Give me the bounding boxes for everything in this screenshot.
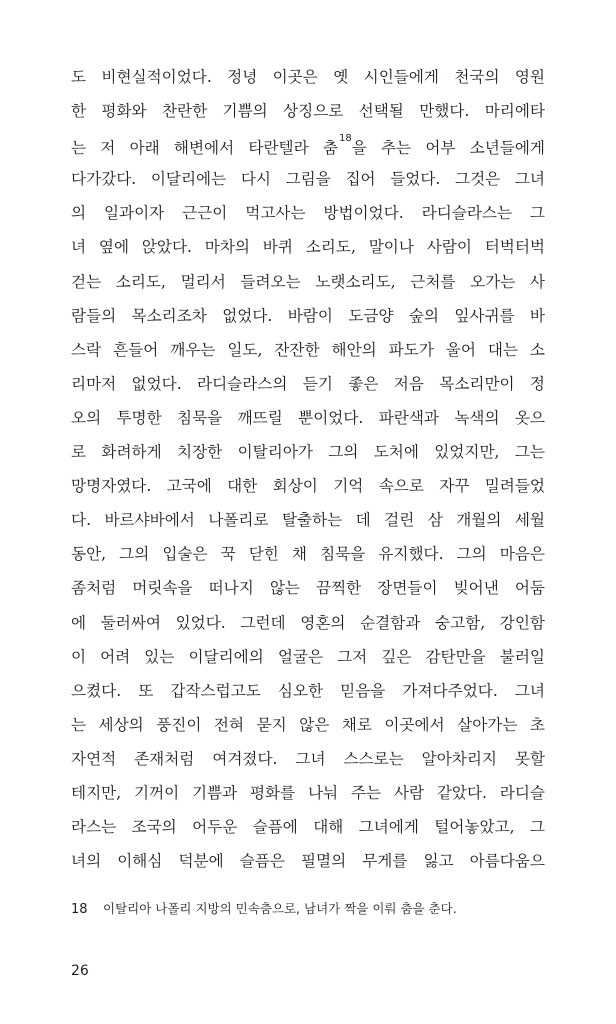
text-line: 리마저 없었다. 라디슬라스의 듣기 좋은 저음 목소리만이 정	[71, 374, 545, 393]
text-line: 오의 투명한 침묵을 깨뜨릴 뿐이었다. 파란색과 녹색의 옷으	[71, 408, 545, 427]
text-line: 람들의 목소리조차 없었다. 바람이 도금양 숲의 잎사귀를 바	[71, 306, 545, 325]
text-line: 도 비현실적이었다. 정녕 이곳은 옛 시인들에게 천국의 영원	[71, 68, 545, 86]
text-line: 다. 바르샤바에서 나폴리로 탈출하는 데 걸린 삼 개월의 세월	[71, 511, 545, 530]
text-fragment: 는 저 아래 해변에서 타란텔라 춤	[71, 139, 338, 158]
text-line: 동안, 그의 입술은 꾹 닫힌 채 침묵을 유지했다. 그의 마음은	[71, 545, 545, 564]
text-line: 망명자였다. 고국에 대한 회상이 기억 속으로 자꾸 밀려들었	[71, 477, 545, 496]
footnote-text: 이탈리아 나폴리 지방의 민속춤으로, 남녀가 짝을 이뤄 춤을 춘다.	[103, 901, 457, 916]
text-line: 걷는 소리도, 멀리서 들려오는 노랫소리도, 근처를 오가는 사	[71, 272, 545, 291]
text-line: 으켰다. 또 갑작스럽고도 심오한 믿음을 가져다주었다. 그녀	[71, 681, 545, 700]
text-line-with-footnote	[71, 128, 545, 162]
body-text	[71, 60, 545, 912]
footnote	[71, 899, 551, 920]
text-line: 녀 옆에 앉았다. 마차의 바퀴 소리도, 말이나 사람이 터벅터벅	[71, 238, 545, 257]
text-line: 스락 흔들어 깨우는 일도, 잔잔한 해안의 파도가 울어 대는 소	[71, 340, 545, 359]
text-line: 의 일과이자 근근이 먹고사는 방법이었다. 라디슬라스는 그	[71, 204, 545, 223]
footnote-reference[interactable]: 18	[338, 133, 352, 145]
footnote-number: 18	[71, 902, 88, 917]
text-line: 라스는 조국의 어두운 슬픔에 대해 그녀에게 털어놓았고, 그	[71, 818, 545, 837]
text-line: 에 둘러싸여 있었다. 그런데 영혼의 순결함과 숭고함, 강인함	[71, 613, 545, 632]
text-line: 로 화려하게 치장한 이탈리아가 그의 도처에 있었지만, 그는	[71, 443, 545, 462]
text-line: 좀처럼 머릿속을 떠나지 않는 끔찍한 장면들이 빚어낸 어둠	[71, 579, 545, 598]
text-line: 녀의 이해심 덕분에 슬픔은 필멸의 무게를 잃고 아름다움으	[71, 852, 545, 871]
text-line: 자연적 존재처럼 여겨졌다. 그녀 스스로는 알아차리지 못할	[71, 749, 545, 768]
text-line: 한 평화와 찬란한 기쁨의 상징으로 선택될 만했다. 마리에타	[71, 102, 545, 121]
text-fragment: 을 추는 어부 소년들에게	[351, 139, 545, 158]
text-line: 는 세상의 풍진이 전혀 묻지 않은 채로 이곳에서 살아가는 초	[71, 715, 545, 734]
page-number: 26	[71, 963, 89, 979]
text-line: 다가갔다. 이달리에는 다시 그림을 집어 들었다. 그것은 그녀	[71, 170, 545, 189]
text-line: 테지만, 기꺼이 기쁨과 평화를 나눠 주는 사람 같았다. 라디슬	[71, 783, 545, 802]
text-line: 이 어려 있는 이달리에의 얼굴은 그저 깊은 감탄만을 불러일	[71, 647, 545, 666]
